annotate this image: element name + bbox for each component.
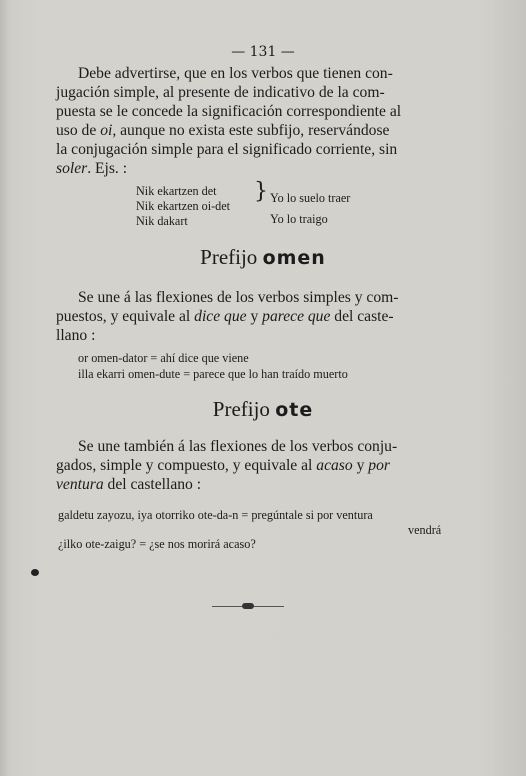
italic-term: ventura [56, 476, 104, 493]
italic-term: por [368, 457, 390, 474]
heading-prefix: ote [275, 399, 314, 421]
paragraph-line: puesta se le concede la significación correspondiente al [56, 103, 402, 120]
paragraph-line [56, 307, 446, 327]
heading-label: Prefijo [212, 397, 270, 421]
paragraph-line [56, 475, 446, 495]
example-basque: Nik ekartzen oi-det [136, 199, 231, 213]
text-run: y [352, 457, 369, 474]
ink-blot [31, 569, 39, 576]
text-run: puestos, y equivale al [56, 308, 195, 325]
paragraph-line: llano : [56, 327, 96, 344]
italic-term: dice que [194, 308, 247, 325]
example-basque: Nik dakart [136, 214, 188, 228]
italic-term: oi [100, 122, 113, 139]
example-spanish: Yo lo suelo traer [270, 191, 351, 205]
italic-term: parece que [262, 308, 331, 325]
text-run: uso de [56, 122, 101, 139]
paragraph-line: la conjugación simple para el significado corriente, sin [56, 141, 398, 158]
example-omen: or omen-dator = ahí dice que viene [78, 351, 249, 365]
text-run: y [246, 308, 263, 325]
heading-prefijo-omen [0, 245, 526, 270]
heading-label: Prefijo [200, 245, 258, 269]
paragraph-line [56, 121, 446, 141]
paragraph-line [56, 159, 446, 179]
paragraph-line: Debe advertirse, que en los verbos que tienen con- [78, 65, 393, 82]
brace-bracket: } [254, 179, 268, 204]
paragraph-line: jugación simple, al presente de indicativo de la com- [56, 84, 385, 101]
paragraph-line: Se une también á las flexiones de los verbos conju- [78, 438, 398, 455]
example-ote: ¿ilko ote-zaigu? = ¿se nos morirá acaso? [58, 537, 256, 551]
heading-prefix: omen [262, 247, 326, 269]
example-ote-continuation: vendrá [408, 523, 442, 537]
text-run: , aunque no exista este subfijo, reservándose [112, 122, 390, 139]
page-number: — 131 — [231, 44, 295, 60]
example-omen: illa ekarri omen-dute = parece que lo han traído muerto [78, 367, 348, 381]
text-run: del castellano : [103, 476, 202, 493]
text-run: gados, simple y compuesto, y equivale al [56, 457, 317, 474]
paragraph-line [56, 456, 446, 476]
rule-ornament [242, 603, 254, 609]
example-basque: Nik ekartzen det [136, 184, 217, 198]
text-run: . Ejs. : [87, 160, 128, 177]
text-run: del caste- [330, 308, 394, 325]
example-ote: galdetu zayozu, iya otorriko ote-da-n = pregúntale si por ventura [58, 508, 373, 522]
italic-term: soler [56, 160, 88, 177]
italic-term: acaso [316, 457, 353, 474]
example-spanish: Yo lo traigo [270, 212, 328, 226]
paragraph-line: Se une á las flexiones de los verbos simples y com- [78, 289, 399, 306]
heading-prefijo-ote [0, 397, 526, 422]
